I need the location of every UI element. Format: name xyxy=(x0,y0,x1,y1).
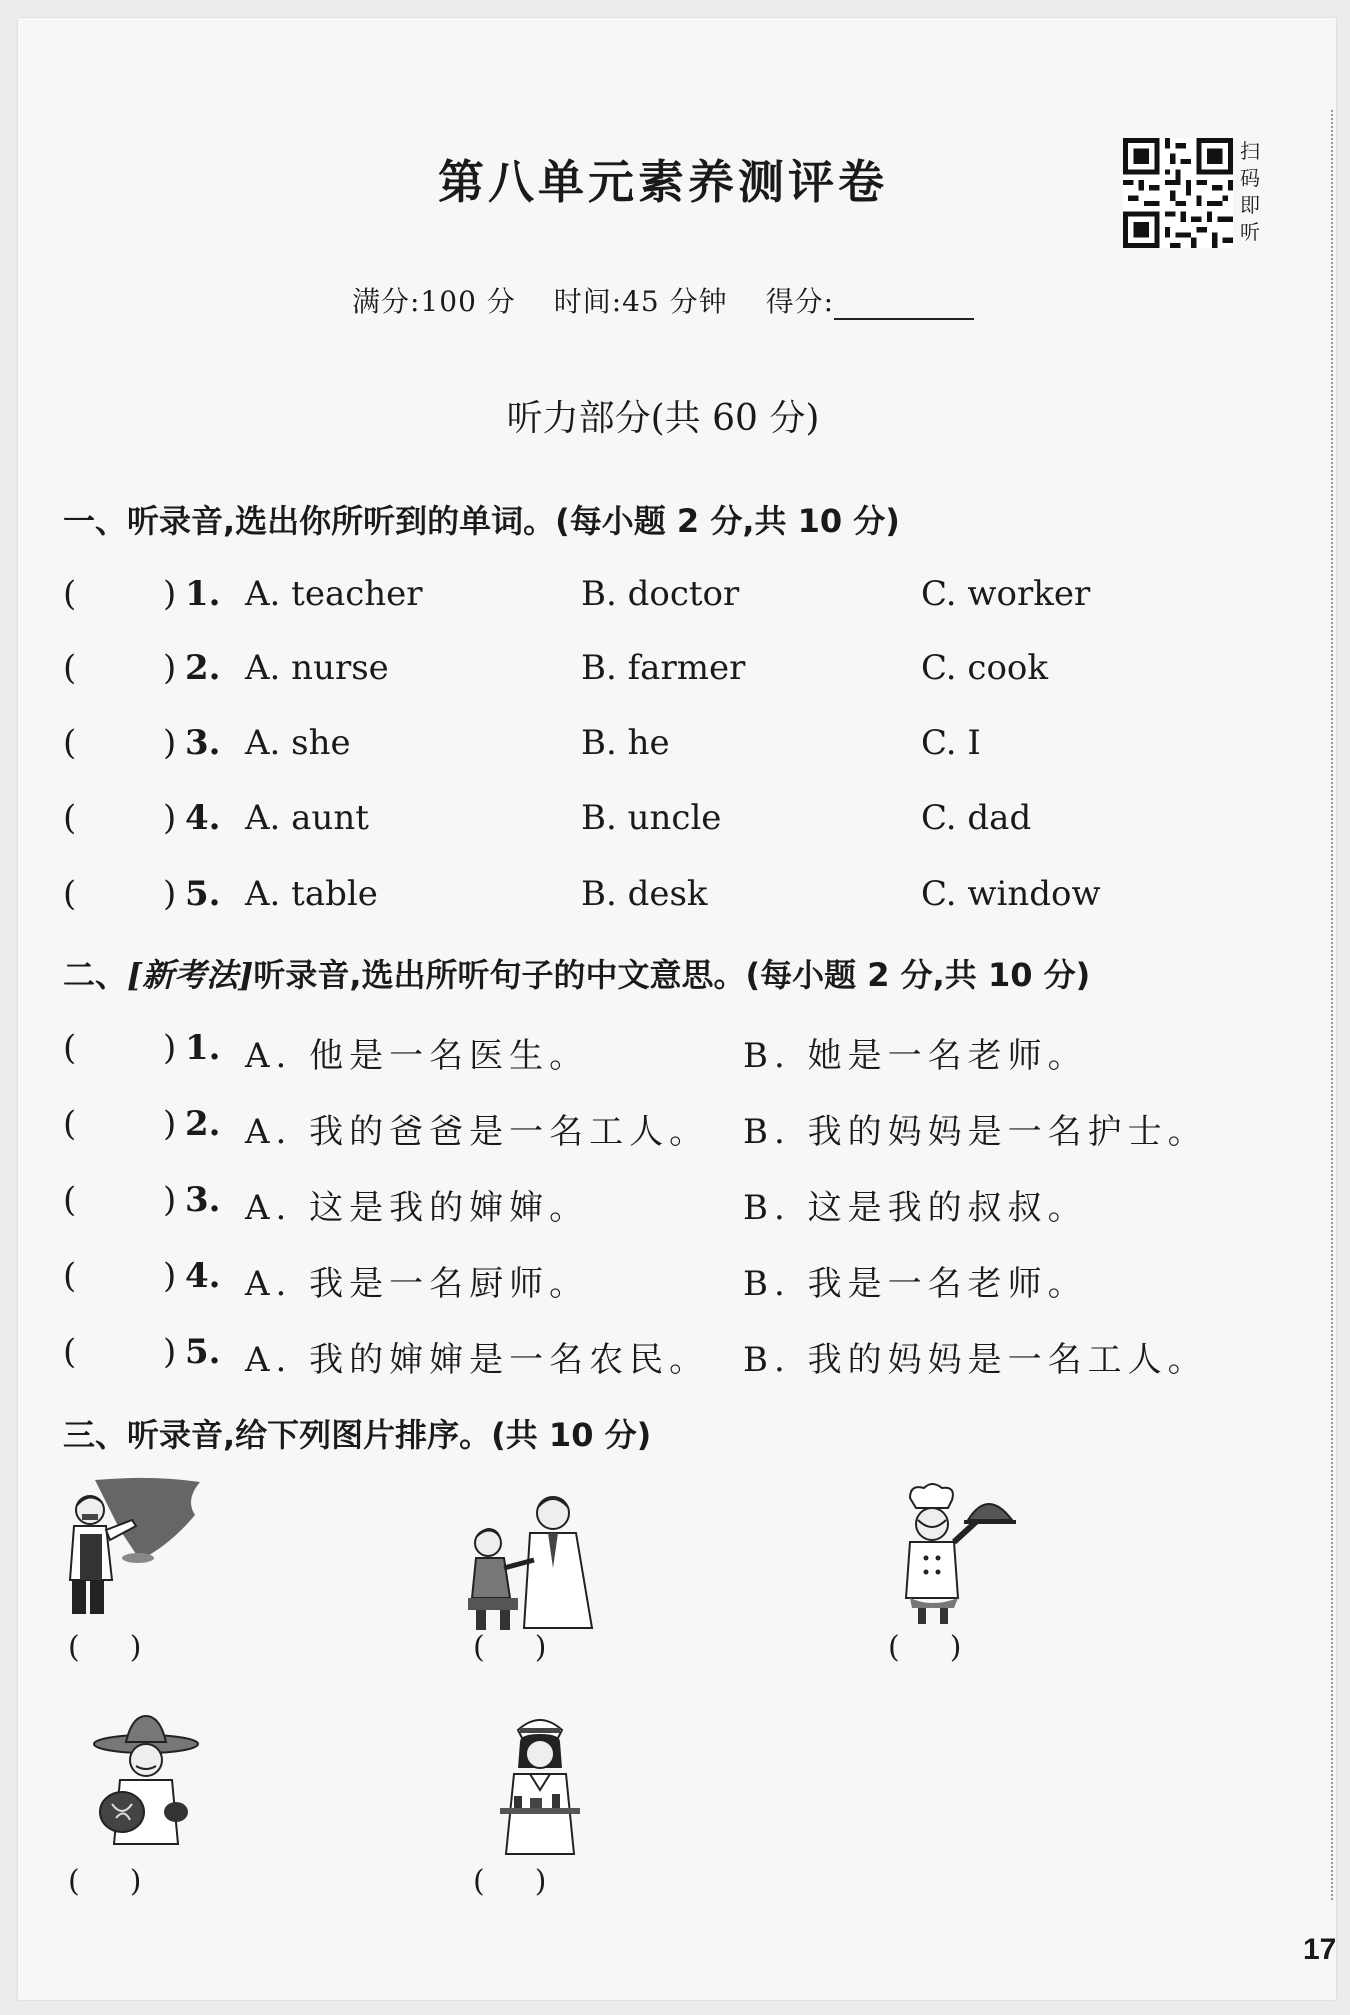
option-a: A. 我的婶婶是一名农民。 xyxy=(245,1340,710,1380)
option-a: A. nurse xyxy=(245,648,389,688)
option-a: A. she xyxy=(245,723,351,763)
part1-title: 一、听录音,选出你所听到的单词。(每小题 2 分,共 10 分) xyxy=(63,502,900,540)
page-title: 第八单元素养测评卷 xyxy=(438,155,888,209)
nurse-with-tray-icon xyxy=(470,1708,620,1858)
part2-question-5 xyxy=(63,1332,1303,1380)
answer-paren-left[interactable]: ( xyxy=(63,1256,77,1296)
option-b: B. 这是我的叔叔。 xyxy=(743,1188,1088,1228)
option-c: C. I xyxy=(921,723,981,763)
question-number: 3. xyxy=(185,723,221,763)
question-number: 2. xyxy=(185,1104,221,1144)
answer-paren-right: ) xyxy=(163,648,177,688)
full-score: 满分:100 分 xyxy=(352,285,516,318)
option-b: B. doctor xyxy=(581,574,740,614)
option-a: A. 我的爸爸是一名工人。 xyxy=(245,1112,710,1152)
answer-paren-right: ) xyxy=(949,1630,962,1665)
part2-question-2 xyxy=(63,1104,1303,1152)
answer-paren-right: ) xyxy=(163,1256,177,1296)
farmer-with-cabbage-icon xyxy=(80,1708,230,1858)
cook-with-dish-icon xyxy=(888,1480,1038,1630)
answer-paren-left[interactable]: ( xyxy=(63,1104,77,1144)
option-a: A. aunt xyxy=(245,798,369,838)
part2-title xyxy=(63,950,1090,996)
question-number: 2. xyxy=(185,648,221,688)
answer-paren-left: ( xyxy=(473,1630,485,1665)
question-number: 1. xyxy=(185,574,221,614)
part2-question-4 xyxy=(63,1256,1303,1304)
part1-question-1 xyxy=(63,574,1303,614)
answer-paren-right: ) xyxy=(163,1104,177,1144)
answer-paren-left: ( xyxy=(888,1630,900,1665)
score-blank[interactable] xyxy=(834,294,974,320)
answer-paren-right: ) xyxy=(534,1630,547,1665)
part2-instruction: 听录音,选出所听句子的中文意思。(每小题 2 分,共 10 分) xyxy=(253,956,1091,994)
listening-section-header: 听力部分(共 60 分) xyxy=(506,398,820,439)
question-number: 5. xyxy=(185,1332,221,1372)
answer-paren-left[interactable]: ( xyxy=(63,1180,77,1220)
option-a: A. 这是我的婶婶。 xyxy=(245,1188,590,1228)
question-number: 5. xyxy=(185,874,221,914)
answer-paren-left: ( xyxy=(68,1630,80,1665)
picture-4-answer[interactable] xyxy=(68,1864,141,1899)
answer-paren-left[interactable]: ( xyxy=(63,1332,77,1372)
answer-paren-right: ) xyxy=(163,1180,177,1220)
time-limit: 时间:45 分钟 xyxy=(553,285,728,318)
question-number: 1. xyxy=(185,1028,221,1068)
part2-question-3 xyxy=(63,1180,1303,1228)
answer-paren-right: ) xyxy=(534,1864,547,1899)
option-c: C. dad xyxy=(921,798,1032,838)
part1-question-4 xyxy=(63,798,1303,838)
doctor-with-boy-icon xyxy=(458,1488,608,1638)
option-b: B. 我的妈妈是一名工人。 xyxy=(743,1340,1208,1380)
new-method-tag: [新考法] xyxy=(127,956,254,994)
question-number: 3. xyxy=(185,1180,221,1220)
answer-paren-left: ( xyxy=(473,1864,485,1899)
picture-5-answer[interactable] xyxy=(473,1864,546,1899)
part1-question-5 xyxy=(63,874,1303,914)
option-b: B. 她是一名老师。 xyxy=(743,1036,1088,1076)
answer-paren-right: ) xyxy=(163,1028,177,1068)
painter-worker-icon xyxy=(60,1470,210,1620)
option-b: B. uncle xyxy=(581,798,722,838)
answer-paren-right: ) xyxy=(163,574,177,614)
part2-question-1 xyxy=(63,1028,1303,1076)
answer-paren-right: ) xyxy=(163,874,177,914)
option-a: A. 我是一名厨师。 xyxy=(245,1264,590,1304)
option-b: B. farmer xyxy=(581,648,746,688)
question-number: 4. xyxy=(185,798,221,838)
part1-question-2 xyxy=(63,648,1303,688)
answer-paren-left[interactable]: ( xyxy=(63,1028,77,1068)
picture-1-answer[interactable] xyxy=(68,1630,141,1665)
question-number: 4. xyxy=(185,1256,221,1296)
answer-paren-right: ) xyxy=(163,798,177,838)
answer-paren-right: ) xyxy=(129,1864,142,1899)
option-a: A. 他是一名医生。 xyxy=(245,1036,590,1076)
option-c: C. cook xyxy=(921,648,1049,688)
score-label: 得分: xyxy=(765,285,834,318)
answer-paren-right: ) xyxy=(163,723,177,763)
option-b: B. he xyxy=(581,723,670,763)
score-field xyxy=(766,285,974,318)
margin-dotted-line xyxy=(1331,110,1333,1900)
picture-2-answer[interactable] xyxy=(473,1630,546,1665)
answer-paren-right: ) xyxy=(163,1332,177,1372)
answer-paren-left[interactable]: ( xyxy=(63,648,77,688)
answer-paren-right: ) xyxy=(129,1630,142,1665)
option-b: B. 我是一名老师。 xyxy=(743,1264,1088,1304)
answer-paren-left[interactable]: ( xyxy=(63,874,77,914)
answer-paren-left[interactable]: ( xyxy=(63,574,77,614)
picture-3-answer[interactable] xyxy=(888,1630,961,1665)
answer-paren-left: ( xyxy=(68,1864,80,1899)
option-b: B. desk xyxy=(581,874,708,914)
worksheet-page xyxy=(18,18,1336,2000)
qr-caption: 扫码即听 xyxy=(1240,139,1260,244)
answer-paren-left[interactable]: ( xyxy=(63,798,77,838)
part1-question-3 xyxy=(63,723,1303,763)
option-a: A. teacher xyxy=(245,574,423,614)
part3-title: 三、听录音,给下列图片排序。(共 10 分) xyxy=(63,1416,652,1454)
option-a: A. table xyxy=(245,874,378,914)
option-c: C. window xyxy=(921,874,1101,914)
exam-meta xyxy=(18,280,1308,320)
option-b: B. 我的妈妈是一名护士。 xyxy=(743,1112,1208,1152)
qr-code-icon[interactable] xyxy=(1121,138,1235,248)
option-c: C. worker xyxy=(921,574,1091,614)
page-number: 17 xyxy=(1303,1933,1337,1966)
part2-prefix: 二、 xyxy=(63,956,128,994)
answer-paren-left[interactable]: ( xyxy=(63,723,77,763)
